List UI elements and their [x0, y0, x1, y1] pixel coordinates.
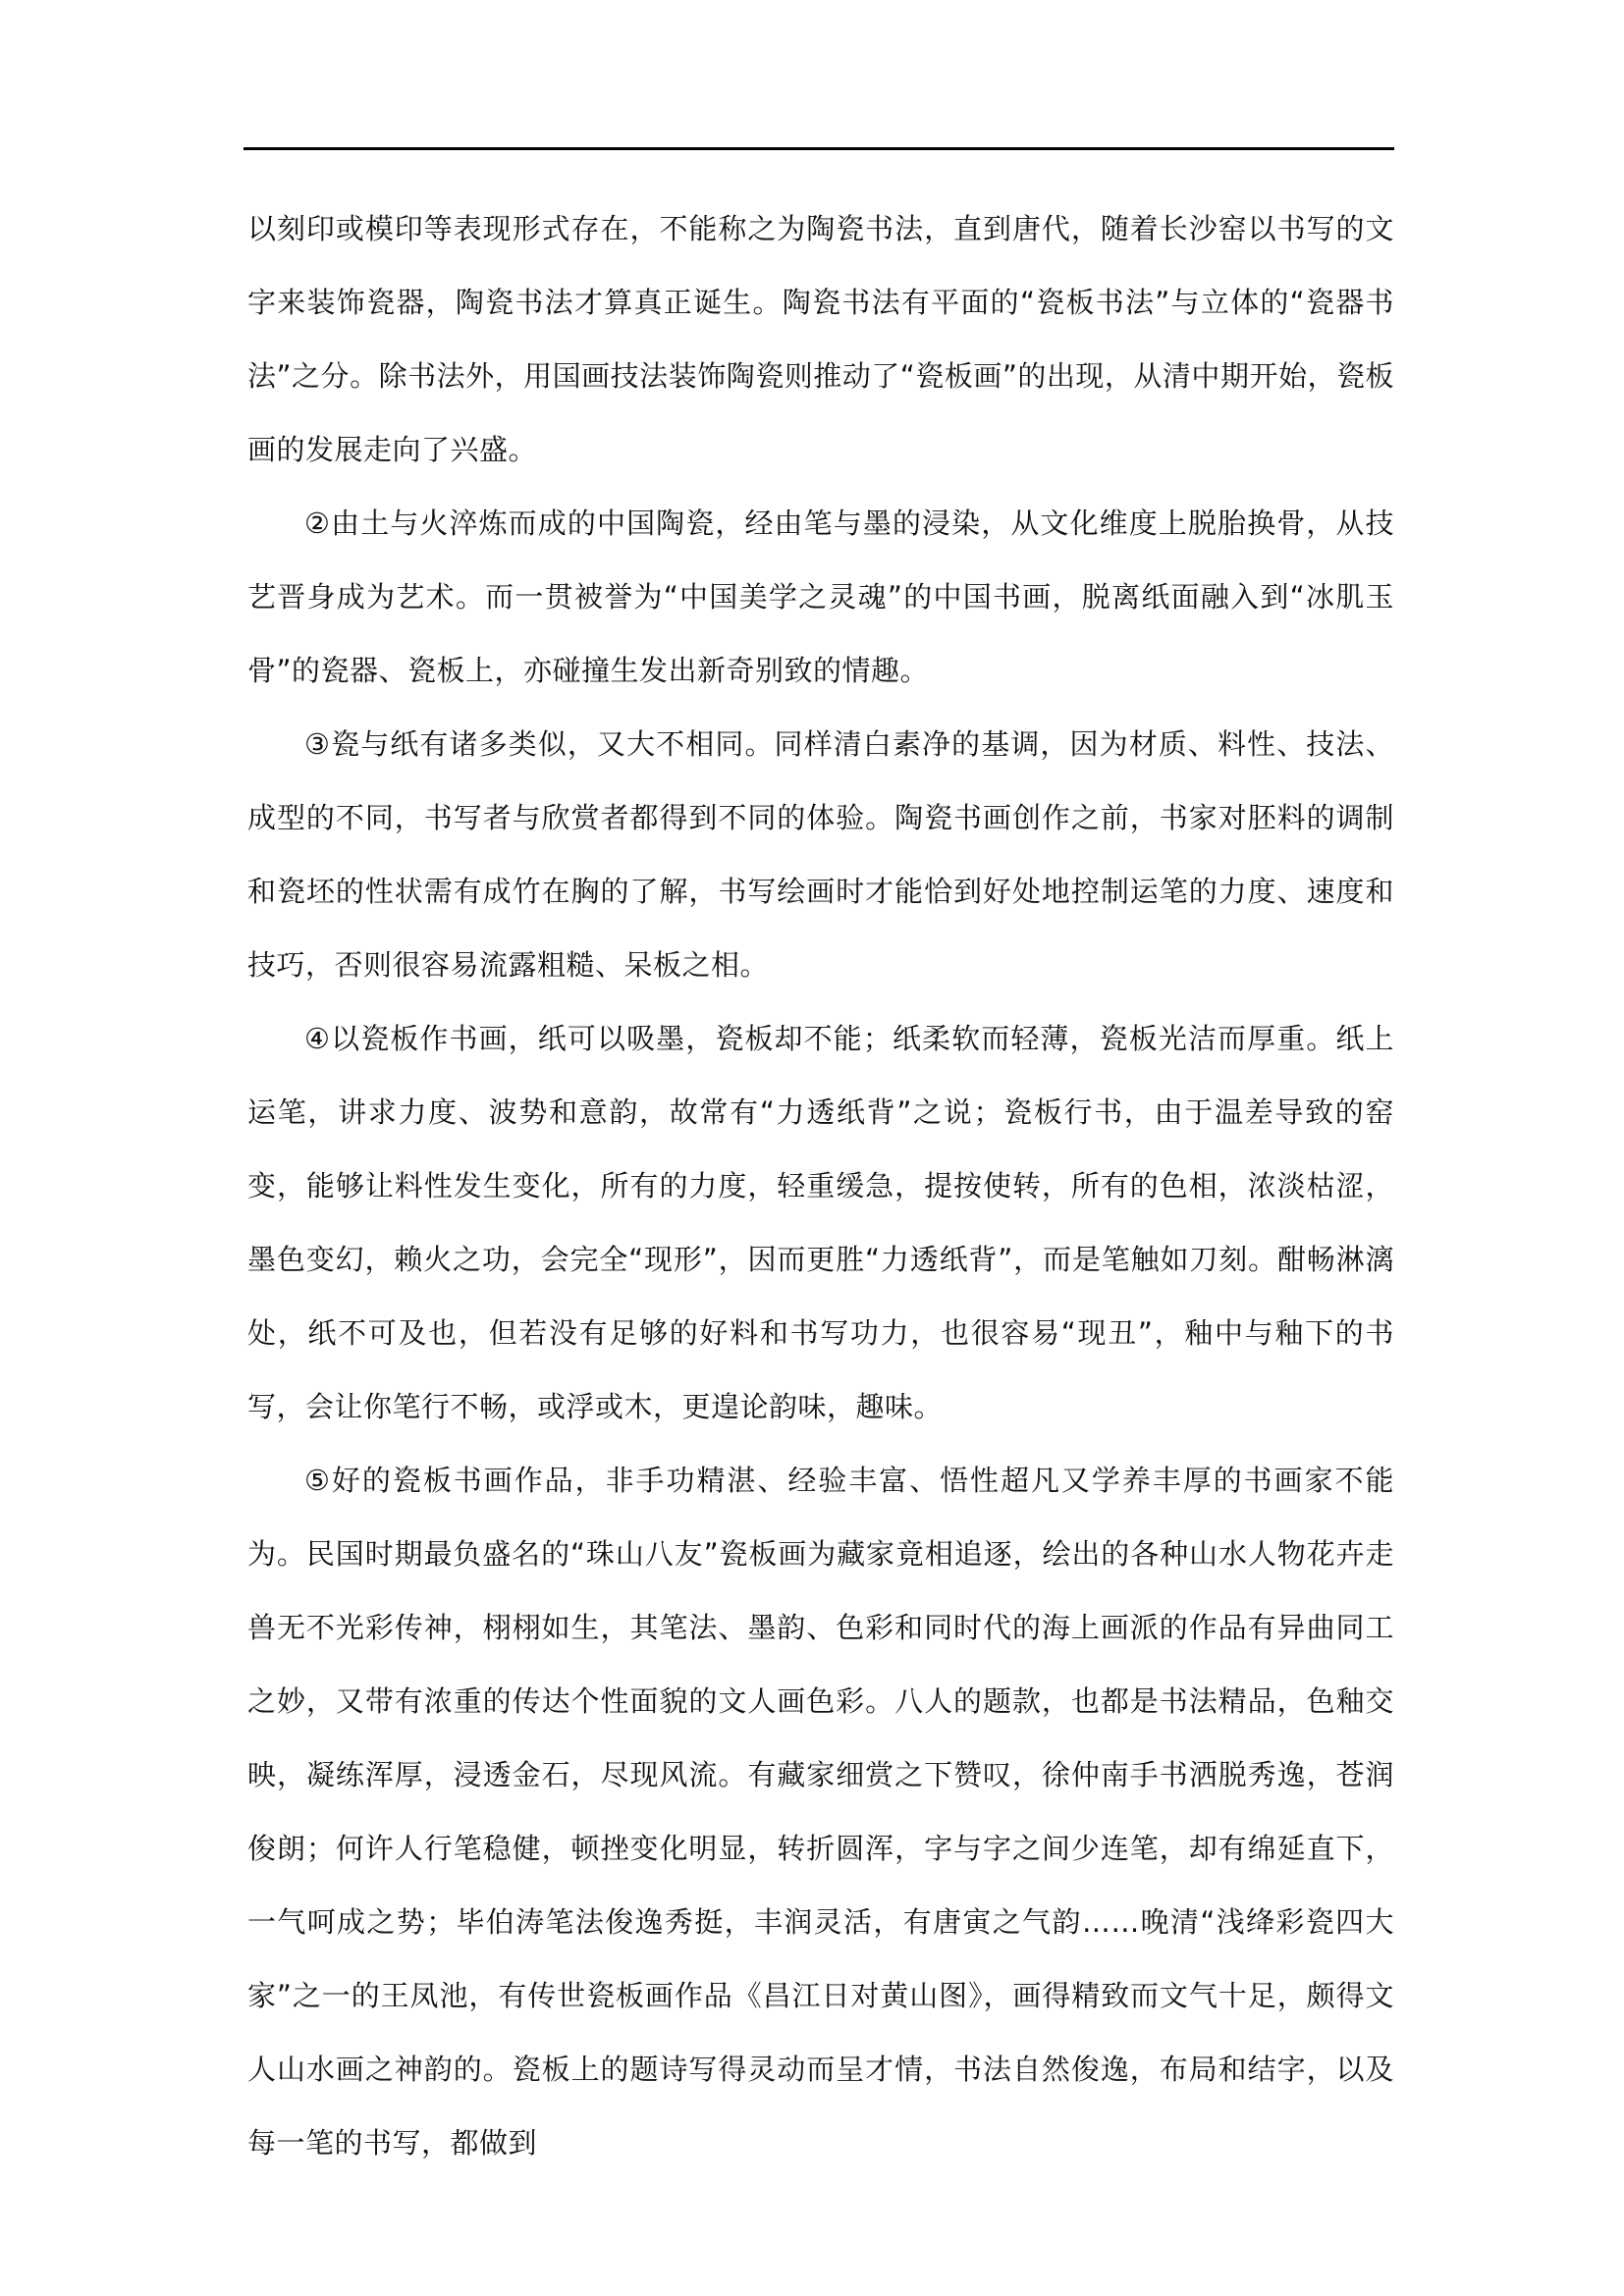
paragraph-3: ③瓷与纸有诸多类似，又大不相同。同样清白素净的基调，因为材质、料性、技法、成型的不同，书写者与欣赏者都得到不同的体验。陶瓷书画创作之前，书家对胚料的调制和瓷坯的性状需有成竹在胸的了解，书写绘画时才能恰到好处地控制运笔的力度、速度和技巧，否则很容易流露粗糙、呆板之相。 [247, 727, 1394, 982]
paragraph-5: ⑤好的瓷板书画作品，非手功精湛、经验丰富、悟性超凡又学养丰厚的书画家不能为。民国时期最负盛名的“珠山八友”瓷板画为藏家竟相追逐，绘出的各种山水人物花卉走兽无不光彩传神，栩栩如生，其笔法、墨韵、色彩和同时代的海上画派的作品有异曲同工之妙，又带有浓重的传达个性面貌的文人画色彩。八人的题款，也都是书法精品，色釉交映，凝练浑厚，浸透金石，尽现风流。有藏家细赏之下赞叹，徐仲南手书洒脱秀逸，苍润俊朗；何许人行笔稳健，顿挫变化明显，转折圆浑，字与字之间少连笔，却有绵延直下，一气呵成之势；毕伯涛笔法俊逸秀挺，丰润灵活，有唐寅之气韵……晚清“浅绛彩瓷四大家”之一的王凤池，有传世瓷板画作品《昌江日对黄山图》，画得精致而文气十足，颇得文人山水画之神韵的。瓷板上的题诗写得灵动而呈才情，书法自然俊逸，布局和结字，以及每一笔的书写，都做到 [247, 1464, 1394, 2160]
document-body [247, 192, 1394, 2180]
header-rule [244, 147, 1394, 150]
paragraph-2: ②由土与火淬炼而成的中国陶瓷，经由笔与墨的浸染，从文化维度上脱胎换骨，从技艺晋身成为艺术。而一贯被誉为“中国美学之灵魂”的中国书画，脱离纸面融入到“冰肌玉骨”的瓷器、瓷板上，亦碰撞生发出新奇别致的情趣。 [247, 507, 1394, 687]
paragraph-4: ④以瓷板作书画，纸可以吸墨，瓷板却不能；纸柔软而轻薄，瓷板光洁而厚重。纸上运笔，讲求力度、波势和意韵，故常有“力透纸背”之说；瓷板行书，由于温差导致的窑变，能够让料性发生变化，所有的力度，轻重缓急，提按使转，所有的色相，浓淡枯涩，墨色变幻，赖火之功，会完全“现形”，因而更胜“力透纸背”，而是笔触如刀刻。酣畅淋漓处，纸不可及也，但若没有足够的好料和书写功力，也很容易“现丑”，釉中与釉下的书写，会让你笔行不畅，或浮或木，更遑论韵味，趣味。 [247, 1022, 1394, 1423]
paragraph-continuation: 以刻印或模印等表现形式存在，不能称之为陶瓷书法，直到唐代，随着长沙窑以书写的文字来装饰瓷器，陶瓷书法才算真正诞生。陶瓷书法有平面的“瓷板书法”与立体的“瓷器书法”之分。除书法外，用国画技法装饰陶瓷则推动了“瓷板画”的出现，从清中期开始，瓷板画的发展走向了兴盛。 [247, 212, 1394, 466]
